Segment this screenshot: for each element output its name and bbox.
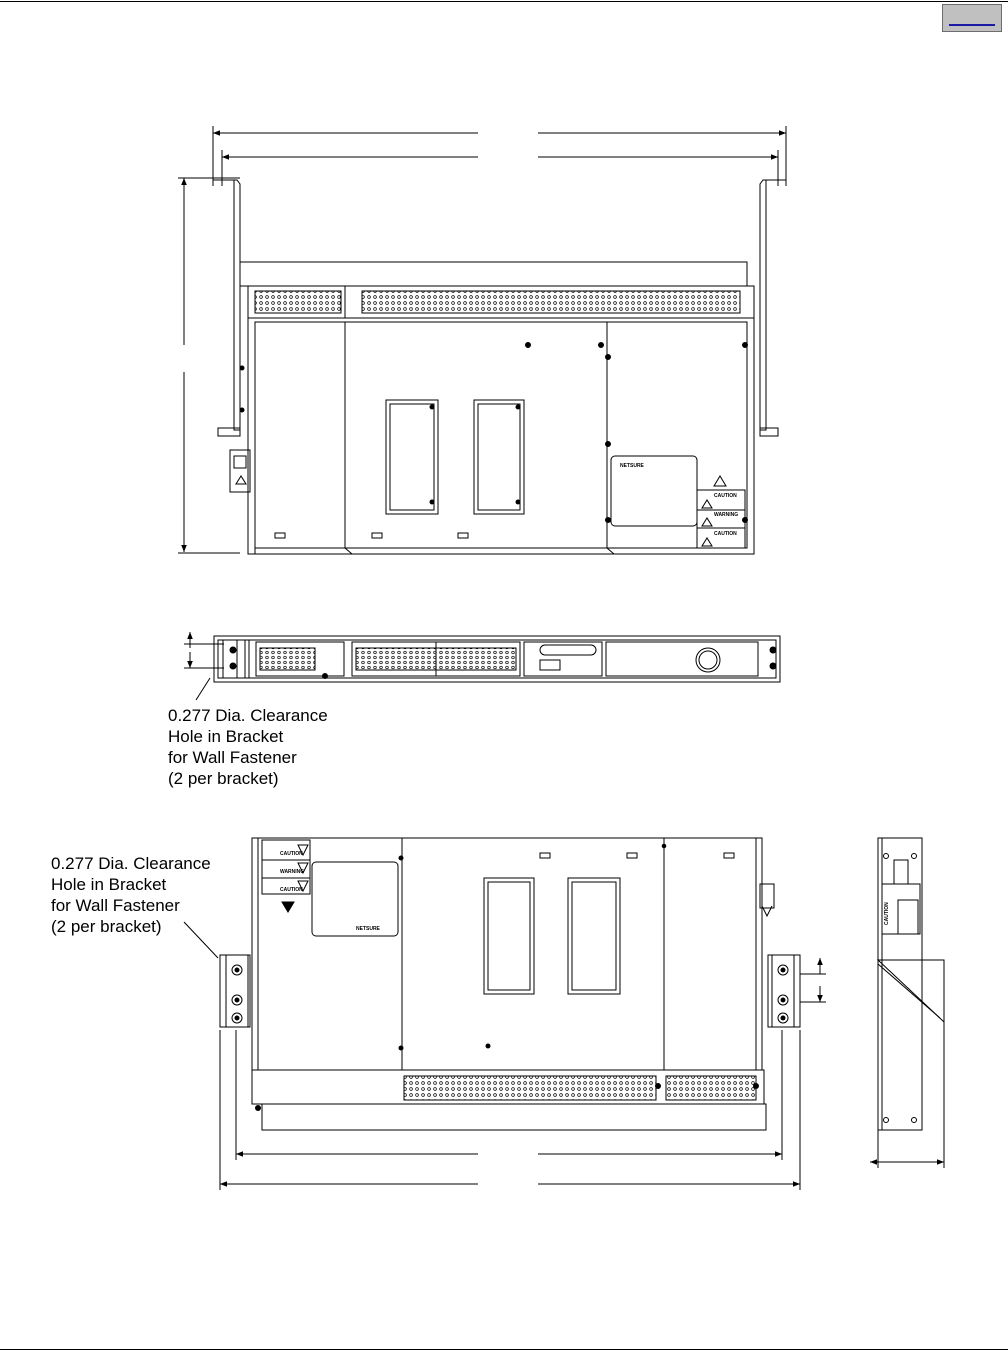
bottom-note-line-4: (2 per bracket) [51,917,162,936]
bottom-label-panel [312,862,398,936]
bottom-rear-flange [262,1104,766,1130]
bottom-right-bracket [768,955,800,1027]
top-height-dimension [178,178,240,553]
bottom-note-line-3: for Wall Fastener [51,896,180,915]
front-controller [524,642,602,676]
top-vent-left [255,291,341,313]
top-width-dimension-inner [222,150,778,186]
top-view [178,126,786,554]
bottom-brand-label: NETSURE [356,926,380,932]
top-chassis-body [248,318,754,554]
bottom-left-bracket [220,955,250,1027]
front-note-line-4: (2 per bracket) [168,769,279,788]
top-label-3: CAUTION [714,531,737,537]
front-note-line-1: 0.277 Dia. Clearance [168,706,328,725]
top-card-slot-2 [474,400,524,514]
bottom-note-line-1: 0.277 Dia. Clearance [51,854,211,873]
side-width-dimension [870,1022,944,1168]
bottom-label-2: WARNING [280,869,305,875]
top-vent-right [362,291,740,313]
front-clearance-note [168,705,328,789]
bottom-width-dimension-outer [220,1030,800,1190]
side-view [870,838,944,1168]
bottom-label-1: CAUTION [280,851,303,857]
top-label-2: WARNING [714,512,739,518]
front-view [184,632,780,700]
top-rear-flange [240,262,747,286]
top-left-bracket [213,180,250,492]
front-note-line-3: for Wall Fastener [168,748,297,767]
bottom-vent-main [404,1076,656,1100]
bottom-warning-labels [262,840,310,894]
front-note-leader [196,678,210,700]
top-brand-label: NETSURE [620,463,644,469]
top-right-bracket [760,180,786,436]
bottom-bracket-hole-dimension [800,958,826,1002]
top-label-1: CAUTION [714,493,737,499]
bottom-label-3: CAUTION [280,887,303,893]
front-note-line-2: Hole in Bracket [168,727,284,746]
bottom-vent-right [666,1076,756,1100]
front-blank-panel [606,642,758,676]
front-vent-1 [260,648,315,670]
bottom-chassis-body [252,838,762,1070]
bottom-card-slot-2 [568,878,620,994]
side-label: CAUTION [884,902,890,925]
front-round-knob [696,648,720,672]
top-width-dimension-outer [213,126,786,186]
bottom-card-slot-1 [484,878,534,994]
top-card-slot-1 [386,400,438,514]
bottom-clearance-note [51,853,211,937]
side-body [878,838,922,1130]
bottom-note-line-2: Hole in Bracket [51,875,167,894]
